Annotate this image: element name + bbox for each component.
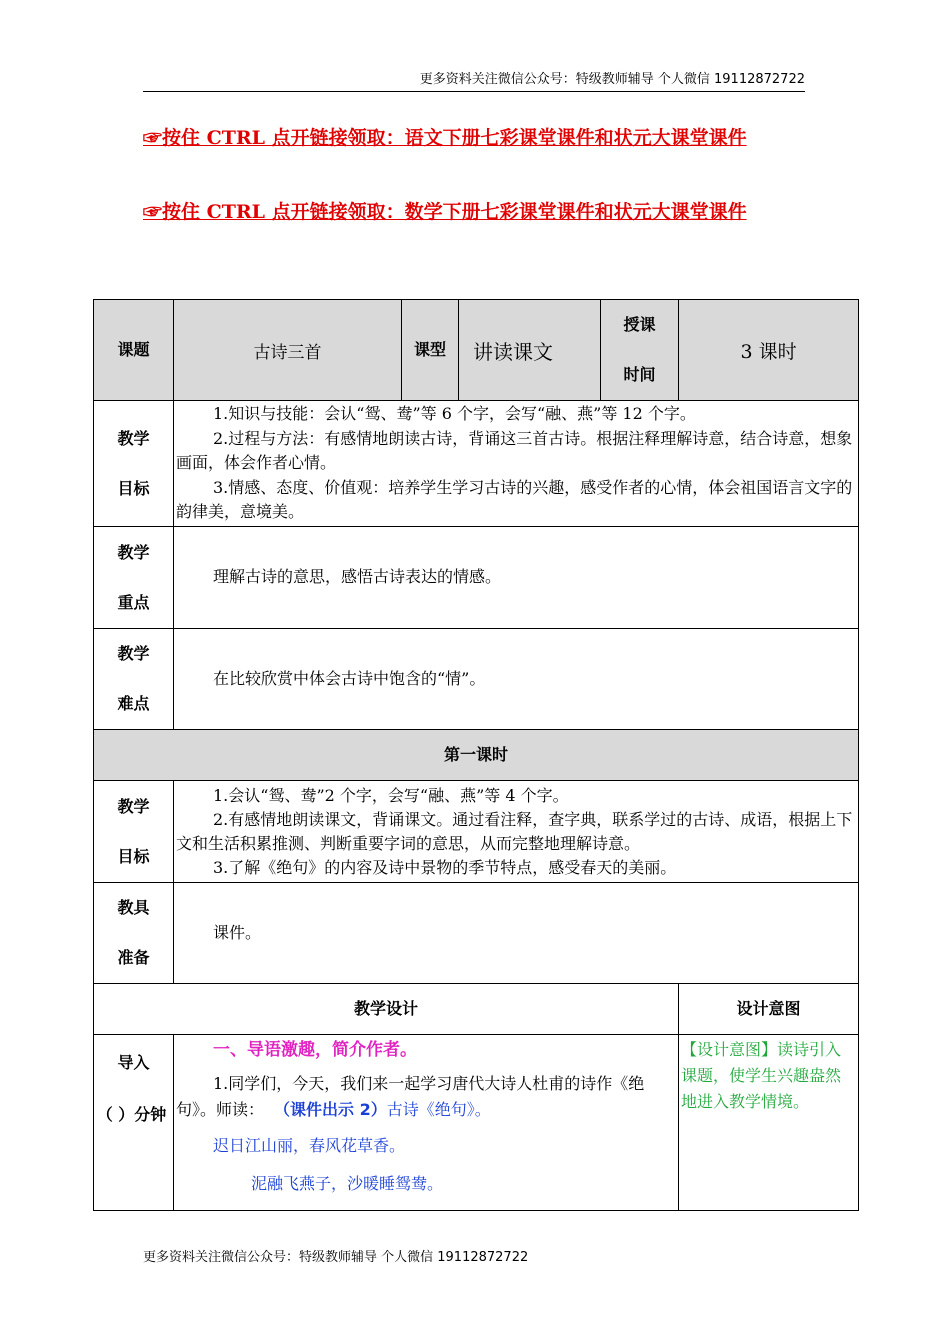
difficulty-content bbox=[174, 629, 859, 730]
goals-label bbox=[94, 401, 174, 527]
topic-value: 古诗三首 bbox=[174, 300, 402, 401]
intro-label-line2: （ ）分钟 bbox=[96, 1105, 167, 1124]
poem-line-2: 泥融飞燕子，沙暖睡鸳鸯。 bbox=[251, 1174, 444, 1193]
difficulty-label-line1: 教学 bbox=[117, 644, 150, 663]
tools-label-line1: 教具 bbox=[117, 898, 150, 917]
row-tools bbox=[94, 883, 859, 984]
goal-line: 1.知识与技能：会认“鸳、鸯”等 6 个字，会写“融、燕”等 12 个字。 bbox=[213, 404, 696, 424]
difficulty-label-line2: 难点 bbox=[117, 694, 150, 713]
goal2-line: 2.有感情地朗读课文，背诵课文。通过看注释，查字典，联系学过的古诗、成语，根据上下文和生活积累推测、判断重要字词的意思，从而完整地理解诗意。 bbox=[176, 809, 853, 853]
topic-label: 课题 bbox=[94, 300, 174, 401]
page-footer: 更多资料关注微信公众号：特级教师辅导 个人微信 19112872722 bbox=[143, 1250, 529, 1265]
tools-content bbox=[174, 883, 859, 984]
link-chinese-courseware[interactable]: ☞按住 CTRL 点开链接领取：语文下册七彩课堂课件和状元大课堂课件 bbox=[143, 127, 747, 149]
intro-label bbox=[94, 1035, 174, 1211]
row-intro bbox=[94, 1035, 859, 1211]
time-label-line2: 时间 bbox=[623, 365, 656, 384]
lesson-plan-table bbox=[93, 299, 859, 1211]
design-header-left: 教学设计 bbox=[94, 984, 679, 1035]
courseware-title: 古诗《绝句》。 bbox=[386, 1100, 491, 1119]
intro-paragraph-text: 1.同学们，今天，我们来一起学习唐代大诗人杜甫的诗作《绝句》。师读： bbox=[176, 1074, 645, 1119]
focus-label bbox=[94, 527, 174, 629]
type-label: 课型 bbox=[402, 300, 459, 401]
goal-line: 3.情感、态度、价值观：培养学生学习古诗的兴趣，感受作者的心情，体会祖国语言文字的韵律美，意境美。 bbox=[176, 477, 853, 522]
goals-label-line2: 目标 bbox=[117, 478, 150, 498]
intro-heading: 一、导语激趣，简介作者。 bbox=[213, 1040, 417, 1060]
row-design-header bbox=[94, 984, 859, 1035]
poem-line-1: 迟日江山丽，春风花草香。 bbox=[213, 1136, 406, 1155]
tools-text: 课件。 bbox=[213, 922, 262, 942]
section-title: 第一课时 bbox=[94, 730, 859, 781]
time-value: 3 课时 bbox=[679, 300, 859, 401]
focus-content bbox=[174, 527, 859, 629]
design-header-right: 设计意图 bbox=[679, 984, 859, 1035]
time-label bbox=[601, 300, 679, 401]
intro-paragraph bbox=[176, 1071, 676, 1123]
page-header bbox=[143, 68, 805, 92]
goals2-label-line2: 目标 bbox=[117, 846, 150, 866]
tools-label bbox=[94, 883, 174, 984]
row-section-title bbox=[94, 730, 859, 781]
goals-label-line1: 教学 bbox=[117, 428, 150, 448]
time-label-line1: 授课 bbox=[623, 315, 656, 334]
link-math-courseware[interactable]: ☞按住 CTRL 点开链接领取：数学下册七彩课堂课件和状元大课堂课件 bbox=[143, 201, 747, 223]
row-focus bbox=[94, 527, 859, 629]
goals2-label-line1: 教学 bbox=[117, 796, 150, 816]
goal2-line: 3.了解《绝句》的内容及诗中景物的季节特点，感受春天的美丽。 bbox=[213, 857, 677, 877]
goals2-content bbox=[174, 781, 859, 883]
goals-content bbox=[174, 401, 859, 527]
row-difficulty bbox=[94, 629, 859, 730]
goal-line: 2.过程与方法：有感情地朗读古诗，背诵这三首古诗。根据注释理解诗意，结合诗意，想象画面，体会作者心情。 bbox=[176, 428, 853, 473]
type-value: 讲读课文 bbox=[459, 300, 601, 401]
intro-content bbox=[174, 1035, 679, 1211]
intro-design-intent: 【设计意图】读诗引入课题，使学生兴趣盎然地进入教学情境。 bbox=[679, 1035, 859, 1211]
difficulty-label bbox=[94, 629, 174, 730]
difficulty-text: 在比较欣赏中体会古诗中饱含的“情”。 bbox=[213, 668, 486, 688]
tools-label-line2: 准备 bbox=[117, 948, 150, 967]
row-goals-lesson1 bbox=[94, 781, 859, 883]
focus-label-line1: 教学 bbox=[117, 542, 150, 562]
row-topic bbox=[94, 300, 859, 401]
header-text: 更多资料关注微信公众号：特级教师辅导 个人微信 19112872722 bbox=[419, 72, 805, 87]
focus-text: 理解古诗的意思，感悟古诗表达的情感。 bbox=[213, 567, 502, 587]
courseware-tag: （课件出示 2） bbox=[282, 1100, 387, 1119]
goal2-line: 1.会认“鸳、鸯”2 个字，会写“融、燕”等 4 个字。 bbox=[213, 785, 569, 805]
goals2-label bbox=[94, 781, 174, 883]
row-goals bbox=[94, 401, 859, 527]
focus-label-line2: 重点 bbox=[117, 592, 150, 612]
intro-label-line1: 导入 bbox=[117, 1053, 150, 1072]
